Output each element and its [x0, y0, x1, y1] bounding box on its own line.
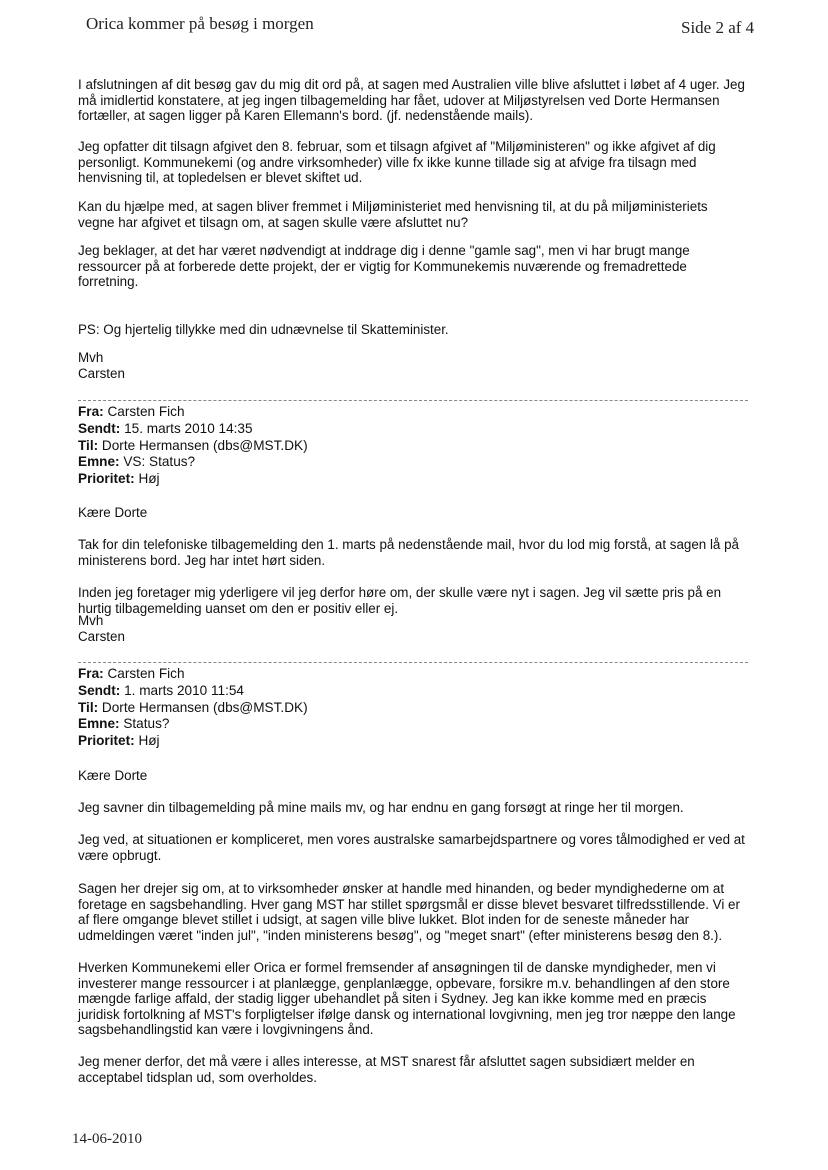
page-number: Side 2 af 4 [681, 18, 755, 37]
from-line [78, 666, 308, 683]
footer-date: 14-06-2010 [72, 1131, 142, 1147]
email-header [78, 404, 308, 488]
subject-label: Emne: [78, 454, 120, 470]
to-line [78, 438, 308, 455]
email-greeting: Kære Dorte [78, 505, 148, 520]
letter-paragraph-1: I afslutningen af dit besøg gav du mig dit ord på, at sagen med Australien ville blive afsluttet i løbet af 4 uger. Jeg må imidlertid konstatere, at jeg ingen tilbagemelding har fået, udover at Miljøstyrelsen ved Dorte Hermansen fortæller, at sagen ligger på Karen Ellemann's bord. (jf. nedenstående mails). [78, 77, 745, 124]
letter-signature: Carsten [78, 366, 125, 381]
to-label: Til: [78, 437, 99, 453]
email-signature: Carsten [78, 629, 125, 644]
to-value: Dorte Hermansen (dbs@MST.DK) [101, 699, 308, 715]
email-greeting: Kære Dorte [78, 768, 148, 783]
priority-value: Høj [138, 733, 160, 749]
email-paragraph-4: Hverken Kommunekemi eller Orica er formel fremsender af ansøgningen til de danske myndigheder, men vi investerer mange ressourcer i at planlægge, genplanlægge, opbevare, forsikre m.v. behandlingen af den store mængde farlige affald, der stadig ligger ubehandlet på siten i Sydney. Jeg kan ikke komme med en præcis juridisk fortolkning af MST's forpligtelser ifølge dansk og international lovgivning, men jeg tror næppe den lange sagsbehandlingstid kan være i lovgivningens ånd. [78, 960, 736, 1038]
email-paragraph-1: Tak for din telefoniske tilbagemelding den 1. marts på nedenstående mail, hvor du lod mig forstå, at sagen lå på ministerens bord. Jeg har intet hørt siden. [78, 537, 739, 568]
to-label: Til: [78, 699, 99, 715]
subject-label: Emne: [78, 716, 120, 732]
sent-label: Sendt: [78, 420, 121, 436]
email-header [78, 666, 308, 750]
letter-closing: Mvh [78, 350, 104, 365]
from-label: Fra: [78, 404, 104, 419]
priority-label: Prioritet: [78, 471, 135, 487]
letter-paragraph-2: Jeg opfatter dit tilsagn afgivet den 8. februar, som et tilsagn afgivet af "Miljøministeren" og ikke afgivet af dig personligt. Kommunekemi (og andre virksomheder) ville fx ikke kunne tillade sig at afvige fra tilsagn med henvisning til, at topledelsen er blevet skiftet ud. [78, 139, 716, 186]
email-paragraph-2: Inden jeg foretager mig yderligere vil jeg derfor høre om, der skulle være nyt i sagen. Jeg vil sætte pris på en hurtig tilbagemelding uanset om den er positiv eller ej. [78, 585, 722, 616]
subject-line [78, 454, 308, 471]
from-value: Carsten Fich [107, 404, 185, 419]
document-title: Orica kommer på besøg i morgen [86, 14, 314, 33]
sent-value: 15. marts 2010 14:35 [124, 420, 253, 436]
subject-value: Status? [123, 716, 170, 732]
letter-paragraph-3: Kan du hjælpe med, at sagen bliver fremmet i Miljøministeriet med henvisning til, at du på miljøministeriets vegne har afgivet et tilsagn om, at sagen skulle være afsluttet nu? [78, 199, 708, 230]
letter-paragraph-4: Jeg beklager, at det har været nødvendigt at inddrage dig i denne "gamle sag", men vi har brugt mange ressourcer på at forberede dette projekt, der er vigtig for Kommunekemis nuværende og fremadrettede forretning. [78, 243, 690, 290]
sent-line [78, 683, 308, 700]
priority-value: Høj [138, 471, 160, 487]
sent-label: Sendt: [78, 682, 121, 698]
priority-label: Prioritet: [78, 733, 135, 749]
letter-ps: PS: Og hjertelig tillykke med din udnævnelse til Skatteminister. [78, 322, 449, 337]
email-paragraph-5: Jeg mener derfor, det må være i alles interesse, at MST snarest får afsluttet sagen subsidiært melder en acceptabel tidsplan ud, som overholdes. [78, 1054, 695, 1085]
email-closing: Mvh [78, 613, 104, 628]
from-label: Fra: [78, 666, 104, 681]
priority-line [78, 471, 308, 488]
email-paragraph-2: Jeg ved, at situationen er kompliceret, men vores australske samarbejdspartnere og vores tålmodighed er ved at være opbrugt. [78, 832, 745, 863]
from-line [78, 404, 308, 421]
email-separator [78, 400, 748, 401]
email-paragraph-1: Jeg savner din tilbagemelding på mine mails mv, og har endnu en gang forsøgt at ringe her til morgen. [78, 800, 684, 815]
to-value: Dorte Hermansen (dbs@MST.DK) [101, 437, 308, 453]
email-paragraph-3: Sagen her drejer sig om, at to virksomheder ønsker at handle med hinanden, og beder myndighederne om at foretage en sagsbehandling. Hver gang MST har stillet spørgsmål er disse blevet besvaret tilfredsstillende. Vi er af flere omgange blevet stillet i udsigt, at sagen ville blive lukket. Blot inden for de seneste måneder har udmeldingen været "inden jul", "inden ministerens besøg", og "meget snart" (efter ministerens besøg den 8.). [78, 881, 740, 943]
sent-line [78, 421, 308, 438]
to-line [78, 700, 308, 717]
subject-line [78, 716, 308, 733]
sent-value: 1. marts 2010 11:54 [124, 682, 244, 698]
priority-line [78, 733, 308, 750]
email-separator [78, 662, 748, 663]
subject-value: VS: Status? [123, 454, 196, 470]
from-value: Carsten Fich [107, 666, 185, 681]
